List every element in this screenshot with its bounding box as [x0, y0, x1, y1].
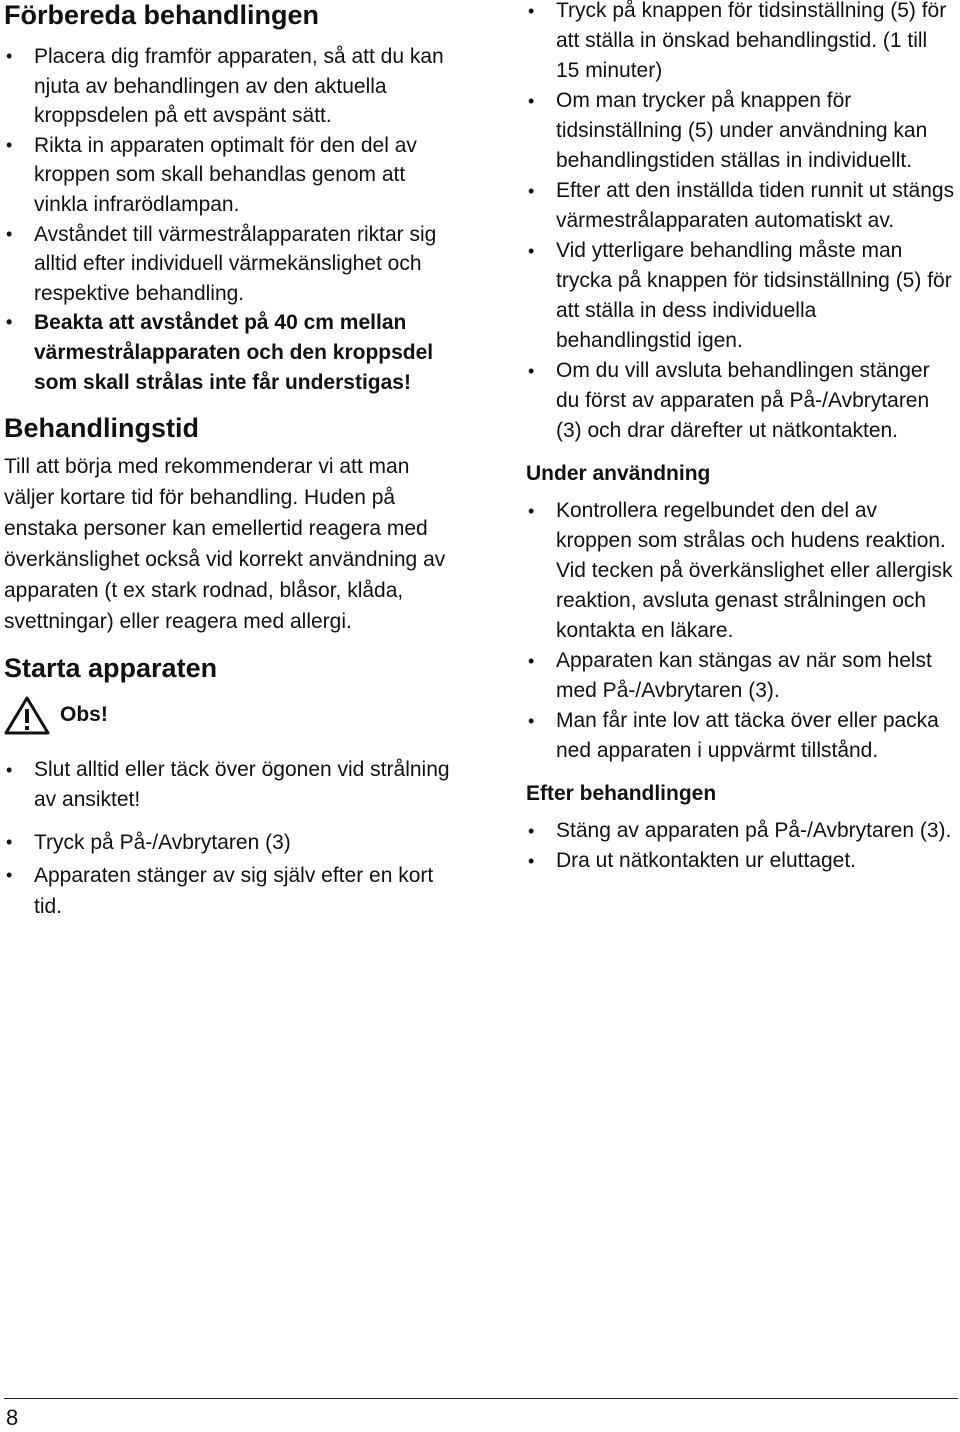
page-number: 8 [6, 1405, 19, 1430]
after-list [526, 816, 956, 876]
list-item: • Slut alltid eller täck över ögonen vid strålning av ansiktet! [4, 755, 454, 815]
right-column [526, 0, 956, 876]
list-item: • Apparaten kan stängas av när som helst med På-/Avbrytaren (3). [526, 646, 956, 706]
warning-notice [4, 695, 454, 735]
list-item: • Kontrollera regelbundet den del av kroppen som strålas och hudens reaktion. Vid tecken på överkänslighet eller allergisk reaktion, avsluta genast strålningen och kontakta en läkare. [526, 496, 956, 646]
prepare-list [4, 42, 454, 397]
list-item: • Dra ut nätkontakten ur eluttaget. [526, 846, 956, 876]
during-list [526, 496, 956, 766]
list-item: • Efter att den inställda tiden runnit ut stängs värmestrålapparaten automatiskt av. [526, 176, 956, 236]
left-column [4, 0, 454, 922]
list-item: • Stäng av apparaten på På-/Avbrytaren (3). [526, 816, 956, 846]
list-item: • Vid ytterligare behandling måste man trycka på knappen för tidsinställning (5) för att ställa in dess individuella behandlingstid igen. [526, 236, 956, 356]
section-heading-start: Starta apparaten [4, 653, 218, 684]
list-item: • Apparaten stänger av sig själv efter en kort tid. [4, 860, 454, 922]
subheading-during: Under användning [526, 462, 711, 485]
warning-label: Obs! [60, 703, 108, 727]
duration-paragraph: Till att börja med rekommenderar vi att man väljer kortare tid för behandling. Huden på enstaka personer kan emellertid reagera med överkänslighet också vid korrekt användning av apparaten (t ex stark rodnad, blåsor, klåda, svettningar) eller reagera med allergi. [4, 455, 446, 634]
list-item: • Rikta in apparaten optimalt för den del av kroppen som skall behandlas genom att vinkla infrarödlampan. [4, 131, 454, 220]
warning-list [4, 755, 454, 815]
list-item: • Placera dig framför apparaten, så att du kan njuta av behandlingen av den aktuella kroppsdelen på ett avspänt sätt. [4, 42, 454, 131]
list-item: • Tryck på knappen för tidsinställning (5) för att ställa in önskad behandlingstid. (1 till 15 minuter) [526, 0, 956, 86]
start-list [4, 827, 454, 922]
list-item: • Avståndet till värmestrålapparaten riktar sig alltid efter individuell värmekänslighet och respektive behandling. [4, 220, 454, 309]
timer-list [526, 0, 956, 446]
warning-triangle-icon [4, 695, 50, 735]
list-item-emphasis: • Beakta att avståndet på 40 cm mellan värmestrålapparaten och den kroppsdel som skall strålas inte får understigas! [4, 308, 454, 397]
list-item: • Om du vill avsluta behandlingen stänger du först av apparaten på På-/Avbrytaren (3) och drar därefter ut nätkontakten. [526, 356, 956, 446]
subheading-after: Efter behandlingen [526, 782, 717, 805]
footer-divider [4, 1398, 958, 1399]
list-item: • Tryck på På-/Avbrytaren (3) [4, 827, 454, 858]
list-item: • Om man trycker på knappen för tidsinställning (5) under användning kan behandlingstiden ställas in individuellt. [526, 86, 956, 176]
section-heading-prepare: Förbereda behandlingen [4, 0, 320, 30]
list-item: • Man får inte lov att täcka över eller packa ned apparaten i uppvärmt tillstånd. [526, 706, 956, 766]
section-heading-duration: Behandlingstid [4, 413, 199, 444]
